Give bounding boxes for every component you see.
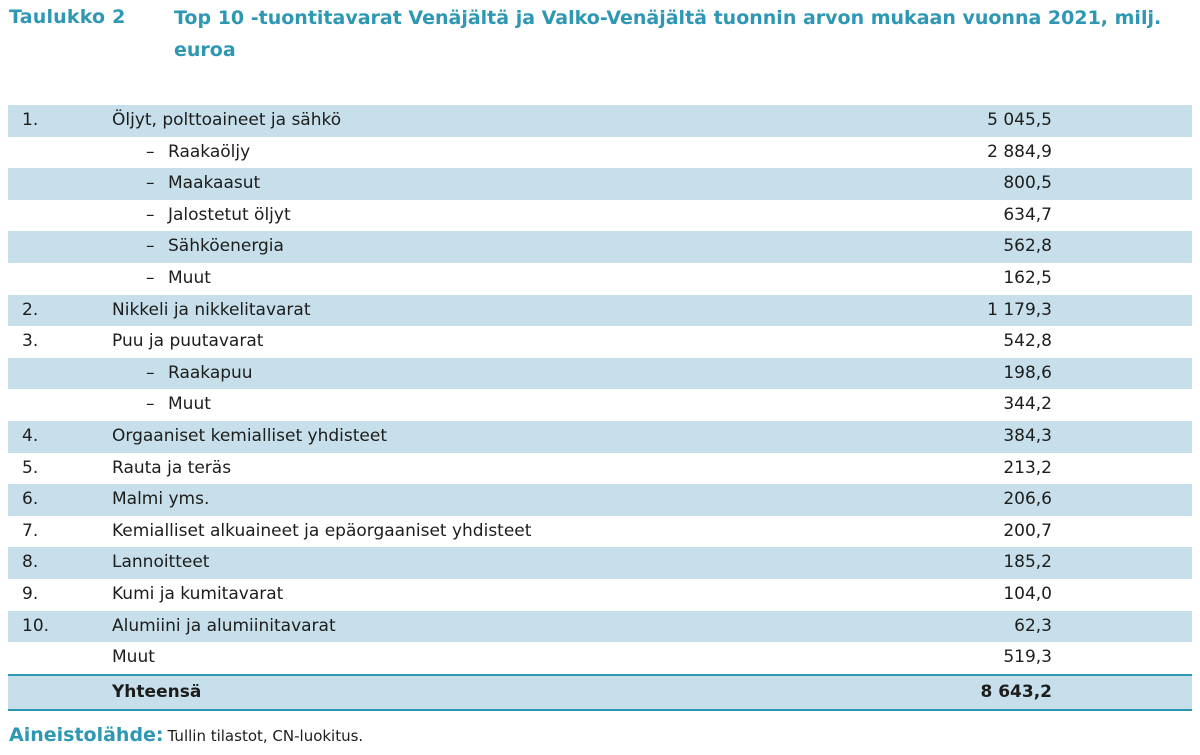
table-row (8, 326, 1192, 358)
source-note (9, 724, 363, 746)
table-row (8, 642, 1192, 674)
row-value: 2 884,9 (987, 141, 1052, 162)
row-label: Muut (112, 647, 155, 668)
total-value: 8 643,2 (980, 681, 1052, 702)
sub-item-dash: – (146, 267, 155, 288)
row-sublabel: Maakaasut (168, 173, 261, 194)
table-row (8, 137, 1192, 169)
table-row (8, 579, 1192, 611)
row-number: 1. (22, 110, 39, 130)
row-value: 104,0 (1003, 583, 1052, 604)
row-number: 7. (22, 520, 39, 541)
source-text: Tullin tilastot, CN-luokitus. (167, 727, 364, 745)
table-title: Top 10 -tuontitavarat Venäjältä ja Valko-Venäjältä tuonnin arvon mukaan vuonna 2021, milj. euroa (174, 7, 1162, 61)
row-label: Kumi ja kumitavarat (112, 583, 284, 604)
sub-item-dash: – (146, 204, 155, 225)
table-row (8, 547, 1192, 579)
row-value: 213,2 (1003, 457, 1052, 478)
row-label: Malmi yms. (112, 489, 210, 510)
table-row (8, 263, 1192, 295)
row-label: Puu ja puutavarat (112, 331, 264, 352)
sub-item-dash: – (146, 141, 155, 162)
table-row (8, 168, 1192, 200)
row-number: 5. (22, 457, 39, 478)
sub-item-dash: – (146, 394, 155, 415)
row-sublabel: Sähköenergia (168, 236, 284, 257)
row-value: 542,8 (1003, 331, 1052, 352)
row-label: Alumiini ja alumiinitavarat (112, 615, 336, 636)
table-row (8, 389, 1192, 421)
data-table (8, 105, 1192, 711)
table-row (8, 200, 1192, 232)
sub-item-dash: – (146, 236, 155, 257)
row-value: 200,7 (1003, 520, 1052, 541)
row-number: 6. (22, 489, 39, 510)
table-row (8, 453, 1192, 485)
sub-item-dash: – (146, 362, 155, 383)
row-value: 185,2 (1003, 552, 1052, 573)
row-value: 634,7 (1003, 204, 1052, 225)
row-label: Lannoitteet (112, 552, 210, 573)
row-value: 800,5 (1003, 173, 1052, 194)
table-row (8, 295, 1192, 327)
row-value: 198,6 (1003, 362, 1052, 383)
row-value: 162,5 (1003, 267, 1052, 288)
table-row (8, 358, 1192, 390)
row-label: Öljyt, polttoaineet ja sähkö (112, 110, 342, 130)
row-label: Kemialliset alkuaineet ja epäorgaaniset yhdisteet (112, 520, 532, 541)
table-number-label: Taulukko 2 (9, 6, 126, 28)
row-value: 519,3 (1003, 647, 1052, 668)
row-value: 384,3 (1003, 425, 1052, 446)
source-label: Aineistolähde: (9, 724, 164, 746)
table-row (8, 611, 1192, 643)
row-sublabel: Raakaöljy (168, 141, 251, 162)
row-value: 5 045,5 (987, 110, 1052, 130)
row-number: 4. (22, 425, 39, 446)
table-row (8, 231, 1192, 263)
total-row (8, 674, 1192, 711)
row-value: 1 179,3 (987, 299, 1052, 320)
table-row (8, 516, 1192, 548)
row-sublabel: Raakapuu (168, 362, 253, 383)
row-sublabel: Muut (168, 394, 211, 415)
table-row (8, 484, 1192, 516)
table-row (8, 105, 1192, 137)
row-value: 562,8 (1003, 236, 1052, 257)
row-label: Orgaaniset kemialliset yhdisteet (112, 425, 387, 446)
row-sublabel: Muut (168, 267, 211, 288)
row-number: 9. (22, 583, 39, 604)
row-value: 206,6 (1003, 489, 1052, 510)
row-number: 2. (22, 299, 39, 320)
row-value: 62,3 (1014, 615, 1052, 636)
row-number: 10. (22, 615, 50, 636)
row-number: 3. (22, 331, 39, 352)
row-number: 8. (22, 552, 39, 573)
sub-item-dash: – (146, 173, 155, 194)
total-label: Yhteensä (112, 681, 202, 702)
table-row (8, 421, 1192, 453)
row-sublabel: Jalostetut öljyt (168, 204, 291, 225)
row-value: 344,2 (1003, 394, 1052, 415)
row-label: Nikkeli ja nikkelitavarat (112, 299, 311, 320)
row-label: Rauta ja teräs (112, 457, 232, 478)
